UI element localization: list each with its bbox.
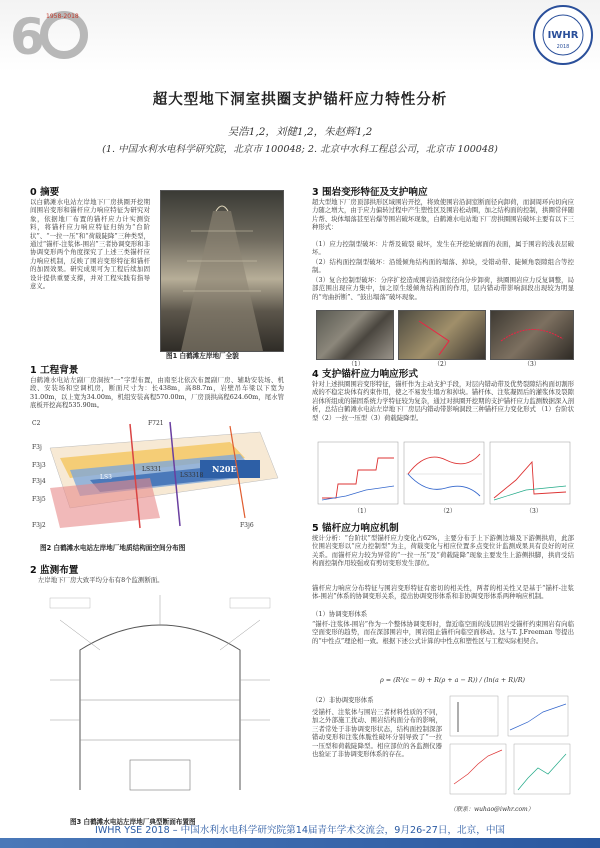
geology-3d-diagram	[30, 418, 284, 536]
photo-label: （1）	[348, 361, 364, 368]
abstract-text: 以白鹤滩水电站左岸地下厂房拱圈开挖期间围岩变形和锚杆应力响应特征为研究对象，依据地厂布置的锚杆应力计实测资料，将锚杆应力响应特征归纳为“台阶状”、“一拉一压”和“荷载陡降”三种类型，通过“锚杆-注浆体-围岩”三者协调变形和非协调变形两个角度探究了上述三类锚杆应力响应机制，反映了围岩变形特征和锚杆的加固效果。研究成果可为工程后续加固设计提供重要支撑，并对工程实践有指导意义。	[30, 198, 150, 291]
failure-photo-2	[398, 310, 486, 360]
sec5-heading: 5 锚杆应力响应机制	[312, 523, 399, 534]
svg-text:1958-2018: 1958-2018	[46, 13, 79, 20]
geo-label: C2	[32, 420, 41, 427]
geo-label: F3j5	[32, 496, 46, 503]
typical-section-drawing	[40, 590, 280, 812]
affiliation: (1. 中国水利水电科学研究院，北京市 100048; 2. 北京中水科工程总公司，北京市 100048)	[102, 144, 498, 155]
chart-label: （1）	[354, 508, 370, 515]
background-heading: 1 工程背景	[30, 365, 79, 376]
sec3-heading: 3 围岩变形特征及支护响应	[312, 187, 428, 198]
chart-load-drop	[490, 442, 570, 504]
sec5-p6: 受锚杆、注浆体与围岩三者材料性质的不同，加之外部施工扰动、围岩结构面分布的影响，三者常处于非协调变形状态，结构面控制深部错动变形和注浆体脆性破坏分别导致了“一拉一压型和荷载陡降型。相应部位的各监测仪器也验证了非协调变形体系的存在。	[312, 708, 442, 759]
fig2-caption: 图2 白鹤滩水电站左岸地厂地质结构面空间分布图	[40, 544, 186, 552]
geo-label: F3j4	[32, 478, 46, 485]
background-text: 白鹤滩水电站左副厂房洞按“一”字型布置，由南至北依次布置副厂房、辅助安装场、机段、安装场和空调机房，断面尺寸为：长438m，高88.7m，岩壁吊车梁以下宽为31.00m，以上宽为34.00m，机组安装高程570.00m，厂房顶拱高程624.60m，尾水管底板开挖高程535.90m。	[30, 376, 284, 410]
authors: 吴浩1,2，刘健1,2，朱赵辉1,2	[227, 126, 373, 138]
contact-email: （联系：wuhao@iwhr.com）	[450, 806, 534, 813]
sec5-p2: 锚杆应力响应分布特征与围岩变形特征有密切的相关性，两者的相关性又是基于“锚杆-注浆体-围岩”体系的协调变形关系，提出协调变形体系和非协调变形体系两种响应机制。	[312, 584, 574, 601]
chart-stepwise	[318, 442, 398, 504]
sec4-heading: 4 支护锚杆应力响应形式	[312, 369, 418, 380]
sec3-p4: （3）复合控制型破坏：分序扩挖造成围岩沿洞室径向分步卸荷，拱圈围岩应力反复调整，局部范围出现应力集中，加之原生缓倾角结构面的作用，层内错动带影响洞段出现较为明显的“弯曲折断”、“鼓出塌落”破坏现象。	[312, 276, 574, 301]
underground-powerhouse-photo	[160, 190, 284, 352]
abstract-heading: 0 摘要	[30, 187, 60, 198]
footer-bar	[0, 838, 600, 848]
failure-photo-1	[316, 310, 394, 360]
anniversary-logo	[8, 4, 98, 62]
geo-label: F3j2	[32, 522, 46, 529]
chart-tension-compression	[404, 442, 484, 504]
sec5-p3: （1）协调变形体系	[312, 610, 368, 618]
sec5-p5: （2）非协调变形体系	[312, 696, 374, 704]
geo-label: F3j6	[240, 522, 254, 529]
svg-text:IWHR: IWHR	[547, 30, 579, 41]
svg-text:2018: 2018	[556, 44, 570, 50]
monitor-heading: 2 监测布置	[30, 565, 79, 576]
failure-photo-3	[490, 310, 574, 360]
chart-label: （2）	[440, 508, 456, 515]
geo-label: LS3	[100, 474, 112, 481]
geo-label: F721	[148, 420, 164, 427]
sec3-p2: （1）应力控制型破坏：片帮及破裂 破坏，发生在开挖轮廓面的表面，属于围岩的浅表层破坏。	[312, 240, 574, 257]
sec4-text: 针对上述拱圈围岩变形特征，锚杆作为主动支护手段，对层内错动带及优势裂隙结构面切割形成的不稳定块体有约束作用，使之不易发生塌方和掉块。锚杆体、注浆凝固后的灌浆体及裂隙岩体所组成的锚固系统力学特征较为复杂，通过对拱圈开挖期的支护锚杆应力监测数据深入剖析，总结白鹤滩水电站左岸地下厂房层内错动带影响洞段三种锚杆应力变化形式 （1）台阶状型（2）一拉一压型（3）荷载陡降型。	[312, 380, 575, 422]
iwhr-seal-logo	[532, 4, 594, 66]
poster-title: 超大型地下洞室拱圈支护锚杆应力特性分析	[152, 92, 448, 108]
sec5-p1: 统计分析：“台阶状”型锚杆应力变化占62%，主要分布于上下游侧边墙及下游侧拱肩，此部位围岩变形以“应力控制型”为主，荷载变化与相应位置多点变位计监测成果具有良好的对应关系。而锚杆应力较为异常的“一拉一压”及“荷载陡降”现象主要发生上游侧拱脚，拱肩受结构面控制作用较强或有剪切变形发生部位。	[312, 534, 574, 568]
sec3-p3: （2）结构面控制型破坏：沿缓倾角结构面的塌落、掉块，受错动带、陡倾角裂隙组合等控制。	[312, 258, 574, 275]
fig1-caption: 图1 白鹤滩左岸地厂全貌	[166, 352, 239, 360]
chart-label: （3）	[526, 508, 542, 515]
photo-label: （3）	[524, 361, 540, 368]
sec5-p4: “锚杆-注浆体-围岩”作为一个整体协调变形时，靠近临空面的浅层围岩受锚杆约束围岩有向临空面变形的趋势，而在深部围岩中，围岩阻止锚杆向临空面移动。这与T. J.Freeman 等提出的“中性点”理论相一致。根据下述公式计算的中性点和塑性区与工程实际相契合。	[312, 620, 574, 645]
neutral-point-formula: ρ = (R²(ε − θ) + R(ρ + a − R)) / (ln(a + R)/R)	[380, 676, 525, 684]
geo-label: LS331	[142, 466, 162, 473]
monitor-text: 左岸地下厂房大致平均分布有8个监测断面。	[38, 576, 164, 584]
geo-label: F3j	[32, 444, 42, 451]
geo-label: N20E	[212, 464, 237, 474]
svg-text:6: 6	[10, 8, 45, 62]
geo-label: F3j3	[32, 462, 46, 469]
fig3-caption: 图3 白鹤滩水电站左岸地厂典型断面布置图	[70, 818, 196, 826]
sec3-p1: 超大型地下厂房顶部拱形区域围岩开挖，将致使围岩沿洞室断面径向卸荷，而洞周环向切向应力随之增大，由于应力偏转过程中产生塑性区及围岩松动圈，加之结构面的控制，拱圈常伴随片帮、块体塌落甚至岩爆等围岩破坏现象，白鹤滩水电站地下厂房拱圈围岩破坏主要有以下三种形式：	[312, 198, 575, 232]
photo-label: （2）	[434, 361, 450, 368]
footer-text: IWHR YSE 2018 – 中国水利水电科学研究院第14届青年学术交流会，9月26-27日，北京，中国	[94, 825, 506, 836]
anchor-stress-charts	[316, 440, 574, 514]
geo-label: LS3318	[180, 472, 204, 479]
non-coordinated-charts	[448, 694, 572, 798]
